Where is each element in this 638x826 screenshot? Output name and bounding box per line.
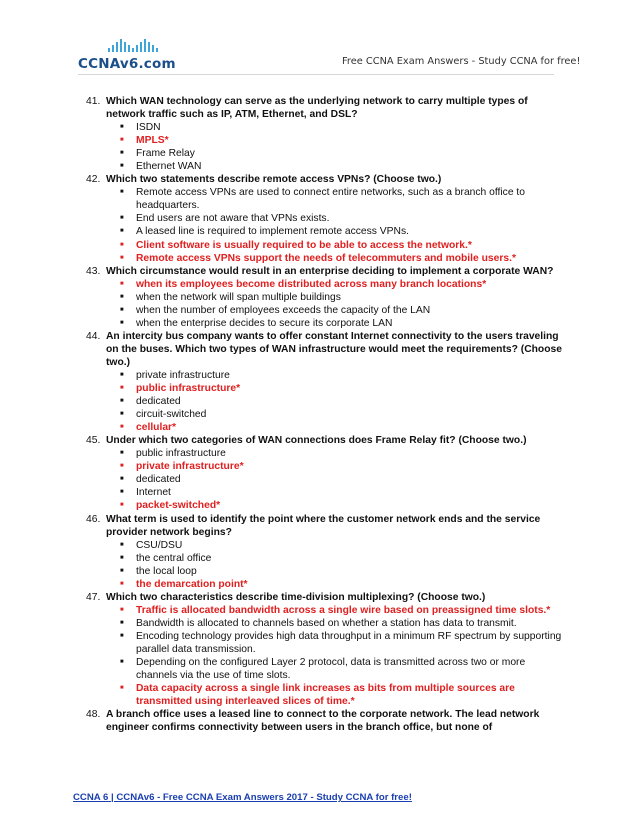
answer-option-text: when its employees become distributed across many branch locations*	[136, 278, 487, 290]
answer-option-text: when the number of employees exceeds the capacity of the LAN	[136, 304, 431, 316]
answer-option-text: cellular*	[136, 422, 177, 434]
answer-option	[86, 539, 566, 552]
answer-option	[86, 291, 566, 304]
logo-text: CCNAv6.com	[78, 56, 176, 72]
square-bullet-icon: ■	[120, 371, 124, 378]
square-bullet-icon: ■	[120, 502, 124, 509]
question-item	[86, 330, 566, 369]
answer-option-correct	[86, 578, 566, 591]
square-bullet-icon: ■	[120, 293, 124, 300]
question-list	[86, 95, 566, 734]
question-text: What term is used to identify the point where the customer network ends and the service provider network begins?	[106, 513, 541, 538]
question-text: Which two characteristics describe time-division multiplexing? (Choose two.)	[106, 591, 486, 603]
answer-option-text: Frame Relay	[136, 148, 195, 160]
question-text: An intercity bus company wants to offer constant Internet connectivity to the users traveling on the buses. Which two types of WAN infrastructure would meet the requirements? (Choose two.)	[106, 330, 562, 368]
answer-option	[86, 369, 566, 382]
square-bullet-icon: ■	[120, 385, 124, 392]
answer-option	[86, 317, 566, 330]
question-item	[86, 434, 566, 447]
square-bullet-icon: ■	[120, 189, 124, 196]
square-bullet-icon: ■	[120, 541, 124, 548]
answer-option-text: dedicated	[136, 474, 181, 486]
answer-option	[86, 121, 566, 134]
answer-option-text: Internet	[136, 487, 171, 499]
question-number: 41.	[86, 96, 101, 107]
page-header	[0, 0, 638, 80]
answer-option-text: Remote access VPNs support the needs of telecommuters and mobile users.*	[136, 252, 516, 264]
square-bullet-icon: ■	[120, 685, 124, 692]
question-number: 48.	[86, 709, 101, 721]
answer-option	[86, 565, 566, 578]
question-item	[86, 513, 566, 539]
answer-option	[86, 630, 566, 656]
question-text: Which circumstance would result in an enterprise deciding to implement a corporate WAN?	[106, 265, 554, 277]
answer-option-correct	[86, 460, 566, 473]
answer-option-correct	[86, 252, 566, 265]
answer-option-correct	[86, 278, 566, 291]
answer-option-correct	[86, 421, 566, 434]
answer-option	[86, 486, 566, 499]
square-bullet-icon: ■	[120, 450, 124, 457]
answer-option-text: Encoding technology provides high data throughput in a minimum RF spectrum by supporting parallel data transmission.	[136, 630, 562, 655]
square-bullet-icon: ■	[120, 163, 124, 170]
answer-option-correct	[86, 382, 566, 395]
answer-option-correct	[86, 499, 566, 512]
answer-option-text: packet-switched*	[136, 500, 221, 512]
answer-option	[86, 304, 566, 317]
square-bullet-icon: ■	[120, 632, 124, 639]
square-bullet-icon: ■	[120, 280, 124, 287]
square-bullet-icon: ■	[120, 411, 124, 418]
footer-link[interactable]: CCNA 6 | CCNAv6 - Free CCNA Exam Answers 2017 - Study CCNA for free!	[73, 792, 412, 803]
square-bullet-icon: ■	[120, 659, 124, 666]
square-bullet-icon: ■	[120, 476, 124, 483]
square-bullet-icon: ■	[120, 398, 124, 405]
square-bullet-icon: ■	[120, 606, 124, 613]
answer-option-text: the local loop	[136, 565, 197, 577]
question-text: A branch office uses a leased line to connect to the corporate network. The lead network engineer confirms connectivity between users in the branch office, but none of	[106, 709, 540, 734]
answer-option	[86, 212, 566, 225]
answer-option	[86, 408, 566, 421]
answer-option-correct	[86, 134, 566, 147]
answer-option-text: public infrastructure*	[136, 383, 241, 395]
question-item	[86, 265, 566, 278]
answer-option	[86, 147, 566, 160]
square-bullet-icon: ■	[120, 580, 124, 587]
question-number: 43.	[86, 265, 101, 277]
site-logo[interactable]	[78, 38, 198, 74]
answer-option-text: MPLS*	[136, 135, 169, 147]
question-item	[86, 591, 566, 604]
answer-option-text: public infrastructure	[136, 448, 226, 460]
answer-option-text: dedicated	[136, 396, 181, 408]
answer-option	[86, 447, 566, 460]
question-text: Which WAN technology can serve as the underlying network to carry multiple types of network traffic such as IP, ATM, Ethernet, and DSL?	[106, 96, 528, 121]
answer-option-text: Remote access VPNs are used to connect entire networks, such as a branch office to headquarters.	[136, 187, 526, 212]
answer-option-text: private infrastructure	[136, 369, 230, 381]
answer-option	[86, 395, 566, 408]
answer-option-correct	[86, 239, 566, 252]
answer-option	[86, 160, 566, 173]
answer-option-text: when the network will span multiple buildings	[136, 291, 341, 303]
answer-option-text: circuit-switched	[136, 409, 207, 421]
answer-option-text: when the enterprise decides to secure its corporate LAN	[136, 317, 393, 329]
square-bullet-icon: ■	[120, 567, 124, 574]
square-bullet-icon: ■	[120, 228, 124, 235]
answer-option	[86, 225, 566, 238]
answer-option-text: Bandwidth is allocated to channels based on whether a station has data to transmit.	[136, 617, 517, 629]
header-divider	[78, 74, 554, 75]
answer-option-text: Client software is usually required to be able to access the network.*	[136, 239, 472, 251]
answer-option-text: CSU/DSU	[136, 539, 183, 551]
square-bullet-icon: ■	[120, 124, 124, 131]
square-bullet-icon: ■	[120, 241, 124, 248]
question-item	[86, 95, 566, 121]
question-text: Under which two categories of WAN connections does Frame Relay fit? (Choose two.)	[106, 435, 527, 447]
square-bullet-icon: ■	[120, 254, 124, 261]
answer-option-text: the demarcation point*	[136, 578, 248, 590]
question-text: Which two statements describe remote access VPNs? (Choose two.)	[106, 174, 442, 186]
answer-option-text: private infrastructure*	[136, 461, 244, 473]
square-bullet-icon: ■	[120, 137, 124, 144]
answer-option-correct	[86, 604, 566, 617]
header-tagline: Free CCNA Exam Answers - Study CCNA for free!	[342, 56, 581, 67]
question-number: 46.	[86, 513, 101, 525]
question-item	[86, 708, 566, 734]
answer-option-text: End users are not aware that VPNs exists.	[136, 213, 330, 225]
answer-option-text: A leased line is required to implement remote access VPNs.	[136, 226, 409, 238]
square-bullet-icon: ■	[120, 306, 124, 313]
answer-option	[86, 473, 566, 486]
answer-option-correct	[86, 682, 566, 708]
square-bullet-icon: ■	[120, 150, 124, 157]
answer-option-text: Ethernet WAN	[136, 161, 202, 173]
answer-option	[86, 186, 566, 212]
answer-option-text: Data capacity across a single link increases as bits from multiple sources are transmitted using interleaved slices of time.*	[136, 683, 515, 708]
answer-option	[86, 552, 566, 565]
answer-option-text: ISDN	[136, 122, 161, 134]
square-bullet-icon: ■	[120, 489, 124, 496]
square-bullet-icon: ■	[120, 215, 124, 222]
square-bullet-icon: ■	[120, 619, 124, 626]
question-number: 47.	[86, 591, 101, 603]
square-bullet-icon: ■	[120, 424, 124, 431]
answer-option-text: Traffic is allocated bandwidth across a single wire based on preassigned time slots.*	[136, 604, 551, 616]
square-bullet-icon: ■	[120, 554, 124, 561]
question-number: 42.	[86, 174, 101, 186]
question-item	[86, 173, 566, 186]
question-number: 44.	[86, 330, 101, 342]
logo-signal-icon	[108, 38, 158, 52]
square-bullet-icon: ■	[120, 463, 124, 470]
answer-option-text: the central office	[136, 552, 212, 564]
question-number: 45.	[86, 435, 101, 447]
square-bullet-icon: ■	[120, 319, 124, 326]
answer-option	[86, 656, 566, 682]
answer-option	[86, 617, 566, 630]
answer-option-text: Depending on the configured Layer 2 protocol, data is transmitted across two or more channels via the use of time slots.	[136, 657, 526, 682]
